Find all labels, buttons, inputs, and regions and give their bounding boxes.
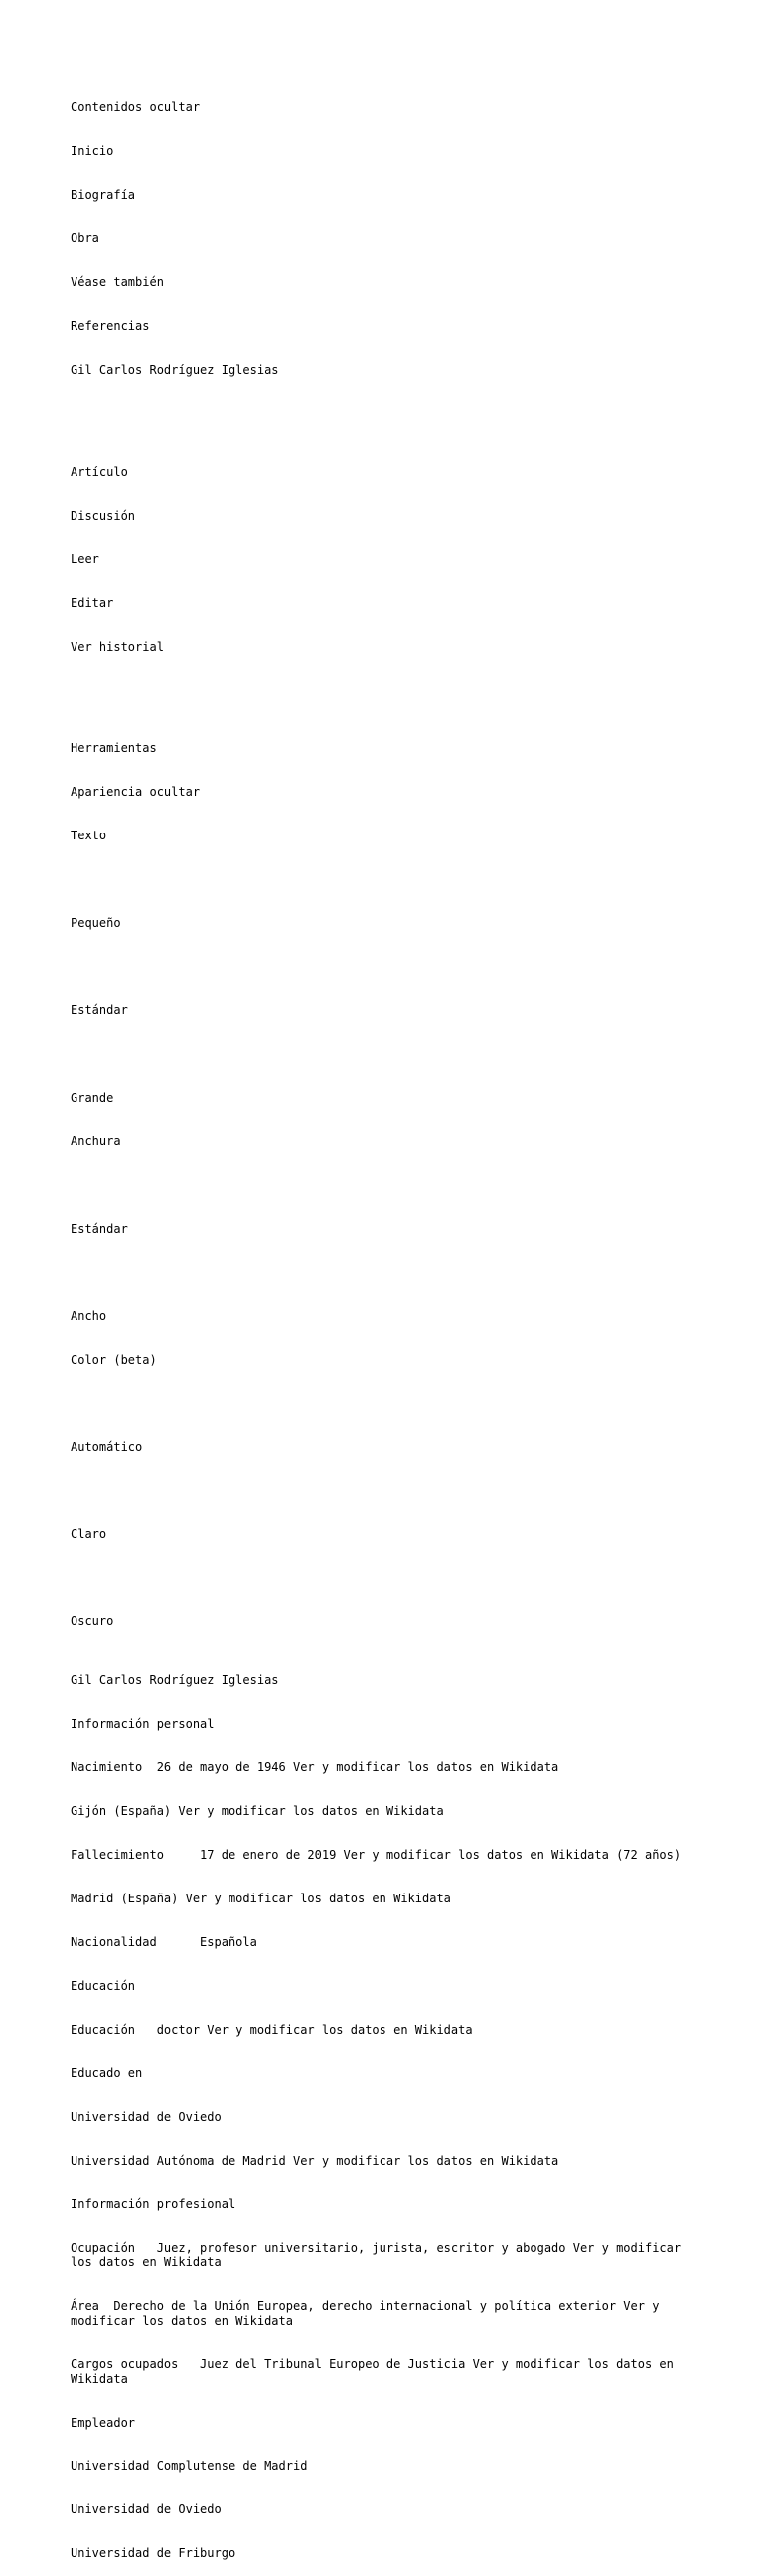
page-title: Gil Carlos Rodríguez Iglesias [71, 363, 279, 378]
toc-item-biografia[interactable]: Biografía [71, 188, 136, 203]
text-size-option-small[interactable]: Pequeño [71, 916, 121, 931]
width-option-standard[interactable]: Estándar [71, 1221, 128, 1236]
infobox-educated-in-item[interactable]: Universidad Autónoma de Madrid Ver y modificar los datos en Wikidata [71, 2153, 559, 2168]
tools-menu-button[interactable]: Herramientas [71, 741, 157, 756]
infobox-employer-item[interactable]: Universidad Complutense de Madrid [71, 2459, 308, 2474]
color-label: Color (beta) [71, 1352, 157, 1367]
spacer [71, 683, 696, 698]
infobox-educated-in-item[interactable]: Universidad de Oviedo [71, 2109, 222, 2124]
toc-item-vease-tambien[interactable]: Véase también [71, 275, 164, 290]
infobox-death-place[interactable]: Madrid (España) Ver y modificar los datos en Wikidata [71, 1891, 451, 1905]
infobox-nationality: Nacionalidad Española [71, 1934, 257, 1949]
spacer [71, 1047, 696, 1062]
width-label: Anchura [71, 1134, 121, 1148]
infobox-birth[interactable]: Nacimiento 26 de mayo de 1946 Ver y modificar los datos en Wikidata [71, 1759, 559, 1774]
spacer [71, 1571, 696, 1586]
infobox-employer-label: Empleador [71, 2415, 136, 2430]
infobox-title: Gil Carlos Rodríguez Iglesias [71, 1673, 279, 1688]
spacer [71, 1397, 696, 1412]
spacer [71, 872, 696, 887]
spacer [71, 1484, 696, 1499]
spacer [71, 960, 696, 975]
color-option-automatic[interactable]: Automático [71, 1440, 143, 1454]
infobox-employer-item[interactable]: Universidad de Friburgo [71, 2546, 236, 2561]
tab-ver-historial[interactable]: Ver historial [71, 639, 164, 654]
text-size-option-large[interactable]: Grande [71, 1090, 114, 1105]
infobox-death[interactable]: Fallecimiento 17 de enero de 2019 Ver y modificar los datos en Wikidata (72 años) [71, 1847, 682, 1862]
infobox-educated-in-label: Educado en [71, 2065, 143, 2080]
infobox-positions[interactable]: Cargos ocupados Juez del Tribunal Europeo de Justicia Ver y modificar los datos en Wikidata [71, 2356, 682, 2386]
infobox-area[interactable]: Área Derecho de la Unión Europea, derecho internacional y política exterior Ver y modificar los datos en Wikidata [71, 2299, 667, 2328]
color-option-light[interactable]: Claro [71, 1527, 107, 1542]
appearance-header[interactable]: Apariencia ocultar [71, 785, 201, 800]
text-size-label: Texto [71, 829, 107, 843]
width-option-wide[interactable]: Ancho [71, 1308, 107, 1323]
infobox-section-personal: Información personal [71, 1717, 215, 1731]
spacer [71, 1266, 696, 1281]
toc-item-obra[interactable]: Obra [71, 231, 99, 246]
page-text-dump [71, 72, 696, 2576]
infobox-section-education: Educación [71, 1978, 136, 1993]
tab-articulo[interactable]: Artículo [71, 464, 128, 479]
toc-item-inicio[interactable]: Inicio [71, 144, 114, 159]
tab-leer[interactable]: Leer [71, 551, 99, 566]
infobox-education[interactable]: Educación doctor Ver y modificar los datos en Wikidata [71, 2022, 473, 2037]
toc-header[interactable]: Contenidos ocultar [71, 100, 201, 115]
spacer [71, 1178, 696, 1193]
infobox-birth-place[interactable]: Gijón (España) Ver y modificar los datos en Wikidata [71, 1803, 444, 1818]
tab-discusion[interactable]: Discusión [71, 508, 136, 523]
text-size-option-standard[interactable]: Estándar [71, 1002, 128, 1017]
tab-editar[interactable]: Editar [71, 595, 114, 610]
toc-item-referencias[interactable]: Referencias [71, 319, 150, 334]
color-option-dark[interactable]: Oscuro [71, 1614, 114, 1629]
infobox-occupation[interactable]: Ocupación Juez, profesor universitario, jurista, escritor y abogado Ver y modificar los datos en Wikidata [71, 2240, 688, 2270]
infobox-section-professional: Información profesional [71, 2197, 236, 2211]
infobox-employer-item[interactable]: Universidad de Oviedo [71, 2502, 222, 2517]
spacer [71, 406, 696, 421]
